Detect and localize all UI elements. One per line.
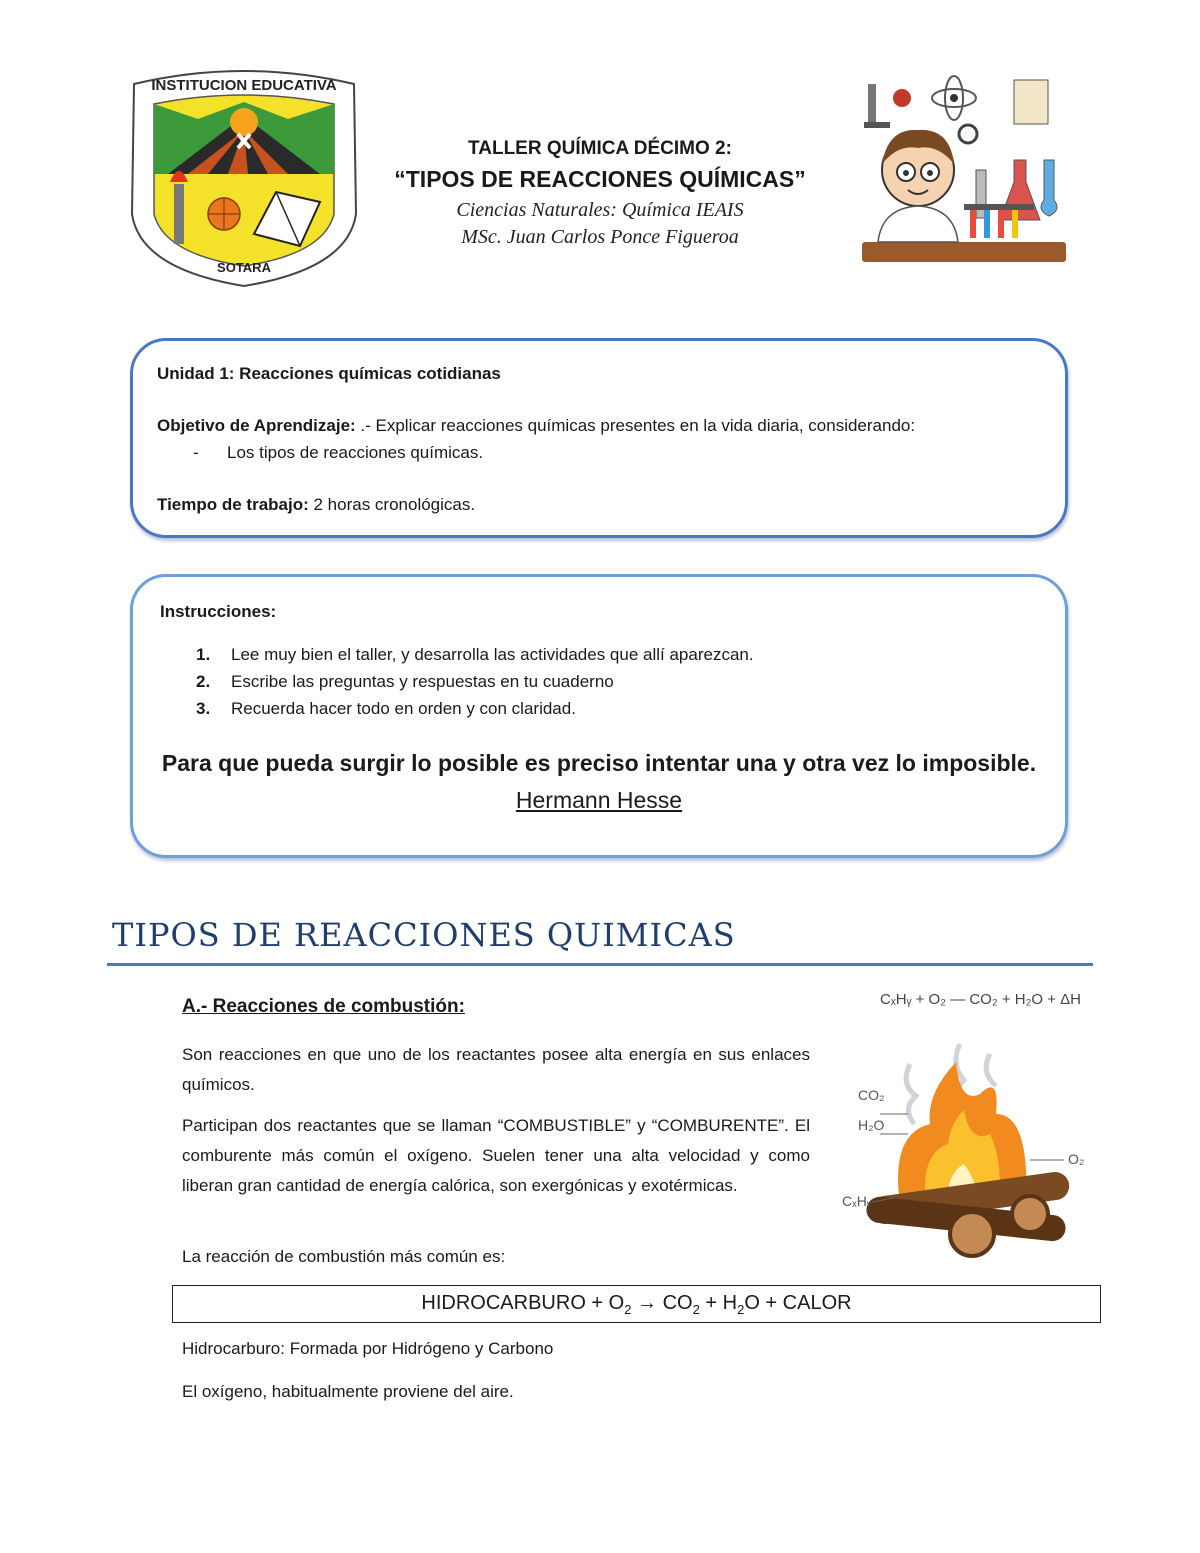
time-line (157, 494, 475, 516)
header-subtitle: “TIPOS DE REACCIONES QUÍMICAS” (394, 166, 806, 192)
scientist-illustration (858, 70, 1070, 274)
objective-value: .- Explicar reacciones químicas presentes en la vida diaria, considerando: (355, 416, 916, 435)
unit-line (157, 363, 501, 385)
fire-label-o2: O₂ (1068, 1151, 1085, 1167)
section-divider (107, 963, 1093, 966)
instruction-text: Escribe las preguntas y respuestas en tu cuaderno (231, 672, 614, 691)
objective-bullet-dash: - (193, 443, 199, 462)
paragraph-definition: Son reacciones en que uno de los reactantes posee alta energía en sus enlaces químicos. (182, 1045, 810, 1094)
eq-hydrocarbon: HIDROCARBURO + O (421, 1292, 625, 1314)
eq-arrow-co2: → CO (631, 1292, 693, 1314)
eq-co2-subscript: 2 (692, 1302, 700, 1317)
fire-equation-label: CₓHᵧ + O₂ — CO₂ + H₂O + ΔH (880, 991, 1082, 1008)
fire-label-cxhy: CₓHᵧ (842, 1193, 872, 1209)
objective-label: Objetivo de Aprendizaje: (157, 416, 356, 435)
fire-label-h2o: H₂O (858, 1117, 885, 1133)
instruction-text: Lee muy bien el taller, y desarrolla las actividades que allí aparezcan. (231, 645, 754, 664)
eq-o2-subscript: 2 (624, 1302, 632, 1317)
quote-author: Hermann Hesse (515, 787, 683, 813)
eq-h2o-post: O + CALOR (744, 1292, 852, 1314)
paragraph-hydrocarbon: Hidrocarburo: Formada por Hidrógeno y Carbono (182, 1339, 554, 1358)
logo-top-text: INSTITUCION EDUCATIVA (151, 77, 337, 94)
unit-label: Unidad 1: (157, 364, 235, 383)
eq-h2o-subscript: 2 (737, 1302, 745, 1317)
paragraph-reactants: Participan dos reactantes que se llaman “COMBUSTIBLE” y “COMBURENTE”. El comburente más común el oxígeno. Suelen tener una alta velocidad y como liberan gran cantidad de energía calórica, son exergónicas y exotérmicas. (182, 1116, 810, 1195)
section-heading: TIPOS DE REACCIONES QUIMICAS (112, 916, 736, 954)
combustion-subtitle: A.- Reacciones de combustión: (182, 996, 465, 1017)
header-title: TALLER QUÍMICA DÉCIMO 2: (468, 138, 732, 159)
objective-bullet-text: Los tipos de reacciones químicas. (227, 443, 484, 462)
paragraph-common-reaction: La reacción de combustión más común es: (182, 1247, 506, 1266)
instruction-number: 2. (196, 672, 211, 691)
eq-h2o-pre: + H (699, 1292, 738, 1314)
header-teacher: MSc. Juan Carlos Ponce Figueroa (461, 226, 739, 248)
combustion-equation-box (172, 1285, 1101, 1323)
paragraph-oxygen: El oxígeno, habitualmente proviene del aire. (182, 1382, 514, 1401)
instructions-title: Instrucciones: (160, 602, 277, 621)
instruction-number: 1. (196, 645, 211, 664)
time-label: Tiempo de trabajo: (157, 495, 309, 514)
objective-line (157, 415, 915, 437)
school-logo (128, 64, 360, 290)
instruction-number: 3. (196, 699, 211, 718)
time-value: 2 horas cronológicas. (308, 495, 476, 514)
combustion-fire-illustration (830, 984, 1100, 1269)
quote: Para que pueda surgir lo posible es preciso intentar una y otra vez lo imposible. (161, 750, 1037, 776)
instruction-text: Recuerda hacer todo en orden y con claridad. (231, 699, 576, 718)
logo-bottom-text: SOTARA (217, 260, 271, 275)
fire-label-co2: CO₂ (858, 1087, 885, 1103)
unit-value: Reacciones químicas cotidianas (234, 364, 501, 383)
header-subject: Ciencias Naturales: Química IEAIS (456, 199, 744, 221)
